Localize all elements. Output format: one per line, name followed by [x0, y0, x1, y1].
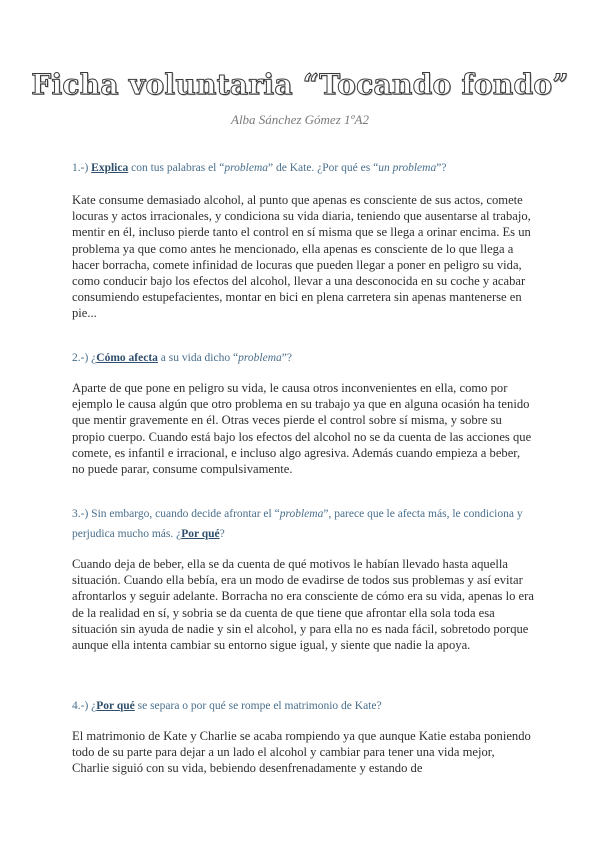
question-number: 1.-): [72, 162, 89, 174]
question-4: [72, 696, 532, 716]
question-keyword: Cómo afecta: [96, 352, 158, 364]
question-1: [72, 158, 532, 178]
question-3: [72, 504, 532, 544]
question-emphasis: problema: [279, 508, 324, 520]
question-text: ¿: [88, 700, 97, 712]
answer-4: [72, 728, 534, 777]
question-keyword: Por qué: [181, 528, 220, 540]
document-title: Ficha voluntaria “Tocando fondo”: [31, 68, 569, 101]
question-text: ”, parece que le afecta más, le condiciona y perjudica mucho más. ¿: [72, 508, 523, 540]
question-keyword: Por qué: [96, 700, 135, 712]
question-text: se separa o por qué se rompe el matrimonio de Kate?: [134, 700, 382, 712]
question-keyword: Explica: [91, 162, 129, 174]
question-text: con tus palabras el “: [128, 162, 225, 174]
question-text: Sin embargo, cuando decide afrontar el “: [88, 508, 280, 520]
answer-2: [72, 380, 534, 477]
answer-text: Kate consume demasiado alcohol, al punto que apenas es consciente de sus actos, comete locuras y actos irracionales, y condiciona su vida diaria, teniendo que ausentarse al trabajo, mentir en él, incluso pierde tanto el control en sí misma que se llega a orinar encima. Es un problema ya que como antes he mencionado, ella apenas es consciente de lo que llega a hacer borracha, comete infinidad de locuras que pueden llegar a poner en peligro su vida, como conducir bajo los efectos del alcohol, llevar a una desconocida en su coche y acabar consumiendo estupefacientes, montar en bici en plena carretera sin apenas mantenerse en pie...: [72, 193, 531, 321]
question-2: [72, 348, 532, 368]
author-line: Alba Sánchez Gómez 1ºA2: [231, 112, 369, 127]
answer-1: [72, 192, 534, 322]
answer-text: Aparte de que pone en peligro su vida, le causa otros inconvenientes en ella, como por ejemplo le causa algún que otro problema en su trabajo ya que en alguna ocasión ha tenido que mentir gravemente en él. Otras veces pierde el control sobre sí misma, y sobre su propio cuerpo. Cuando está bajo los efectos del alcohol no se da cuenta de las acciones que comete, es infantil e irracional, e incluso algo agresiva. Además cuando empieza a beber, no puede parar, consume compulsivamente.: [72, 381, 532, 477]
question-text: ” de Kate. ¿Por qué es “: [268, 162, 379, 174]
question-emphasis: problema: [238, 352, 282, 364]
question-emphasis: un problema: [378, 162, 437, 174]
question-number: 4.-): [72, 700, 89, 712]
question-number: 3.-): [72, 508, 89, 520]
answer-text: Cuando deja de beber, ella se da cuenta de qué motivos le habían llevado hasta aquella situación. Cuando ella bebía, era un modo de evadirse de todos sus problemas y así evitar afrontarlos y seguir adelante. Borracha no era consciente de cómo era su vida, apenas lo era de la realidad en sí, y sobria se da cuenta de que tiene que afrontar ella sola toda esa situación sin ayuda de nadie y sin el alcohol, y para ella no es nada fácil, sobretodo porque aunque ella intenta cambiar su entorno sigue igual, y siente que nadie la apoya.: [72, 557, 534, 653]
question-number: 2.-): [72, 352, 89, 364]
question-text: ?: [219, 528, 225, 540]
question-text: ¿: [88, 352, 97, 364]
question-text: ”?: [281, 352, 292, 364]
answer-text: El matrimonio de Kate y Charlie se acaba rompiendo ya que aunque Katie estaba poniendo todo de su parte para dejar a un lado el alcohol y cambiar para tener una vida mejor, Charlie siguió con su vida, bebiendo desenfrenadamente y estando de: [72, 729, 531, 776]
question-text: ”?: [436, 162, 447, 174]
question-emphasis: problema: [224, 162, 269, 174]
answer-3: [72, 556, 534, 653]
question-text: a su vida dicho “: [157, 352, 239, 364]
